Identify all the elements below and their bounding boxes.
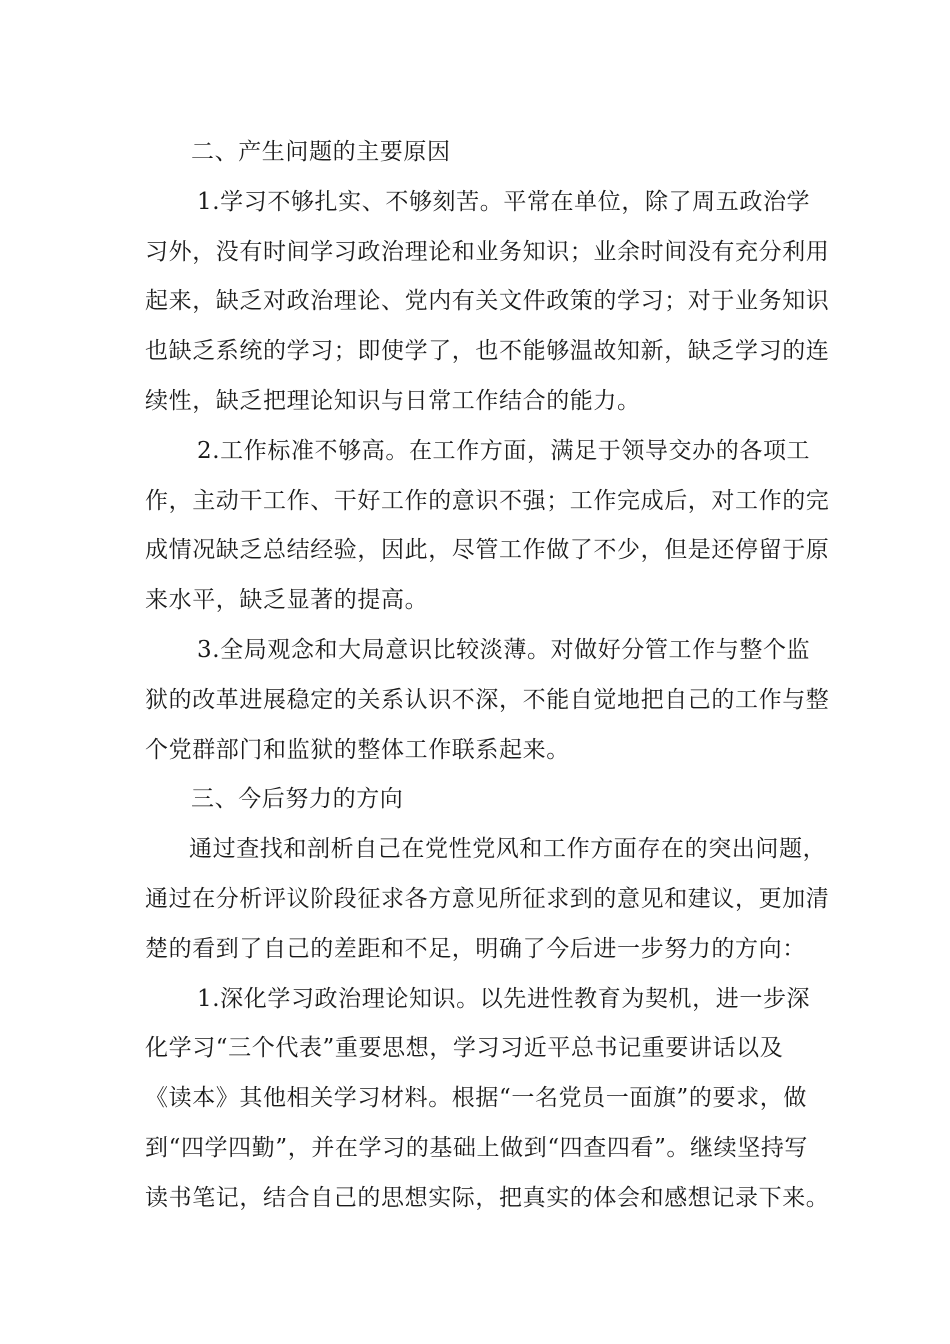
paragraph-direction-intro: 通过查找和剖析自己在党性党风和工作方面存在的突出问题，通过在分析评议阶段征求各方意见所征求到的意见和建议，更加清楚的看到了自己的差距和不足，明确了今后进一步努力的方向： xyxy=(145,836,830,962)
paragraph-work-standard: 2.工作标准不够高。在工作方面，满足于领导交办的各项工作，主动干工作、干好工作的意识不强；工作完成后，对工作的完成情况缺乏总结经验，因此，尽管工作做了不少，但是还停留于原来水平，缺乏显著的提高。 xyxy=(145,437,830,614)
section-heading-direction: 三、今后努力的方向 xyxy=(191,786,404,813)
paragraph-overall-view: 3.全局观念和大局意识比较淡薄。对做好分管工作与整个监狱的改革进展稳定的关系认识不深，不能自觉地把自己的工作与整个党群部门和监狱的整体工作联系起来。 xyxy=(145,636,830,763)
section-heading-causes: 二、产生问题的主要原因 xyxy=(191,139,451,165)
document-body xyxy=(145,128,830,1224)
paragraph-study-issue: 1.学习不够扎实、不够刻苦。平常在单位，除了周五政治学习外，没有时间学习政治理论和业务知识；业余时间没有充分利用起来，缺乏对政治理论、党内有关文件政策的学习；对于业务知识也缺乏系统的学习；即使学了，也不能够温故知新，缺乏学习的连续性，缺乏把理论知识与日常工作结合的能力。 xyxy=(145,188,830,414)
paragraph-deepen-study: 1.深化学习政治理论知识。以先进性教育为契机，进一步深化学习“三个代表”重要思想，学习习近平总书记重要讲话以及《读本》其他相关学习材料。根据“一名党员一面旗”的要求，做到“四学四勤”，并在学习的基础上做到“四查四看”。继续坚持写读书笔记，结合自己的思想实际，把真实的体会和感想记录下来。 xyxy=(145,985,830,1211)
